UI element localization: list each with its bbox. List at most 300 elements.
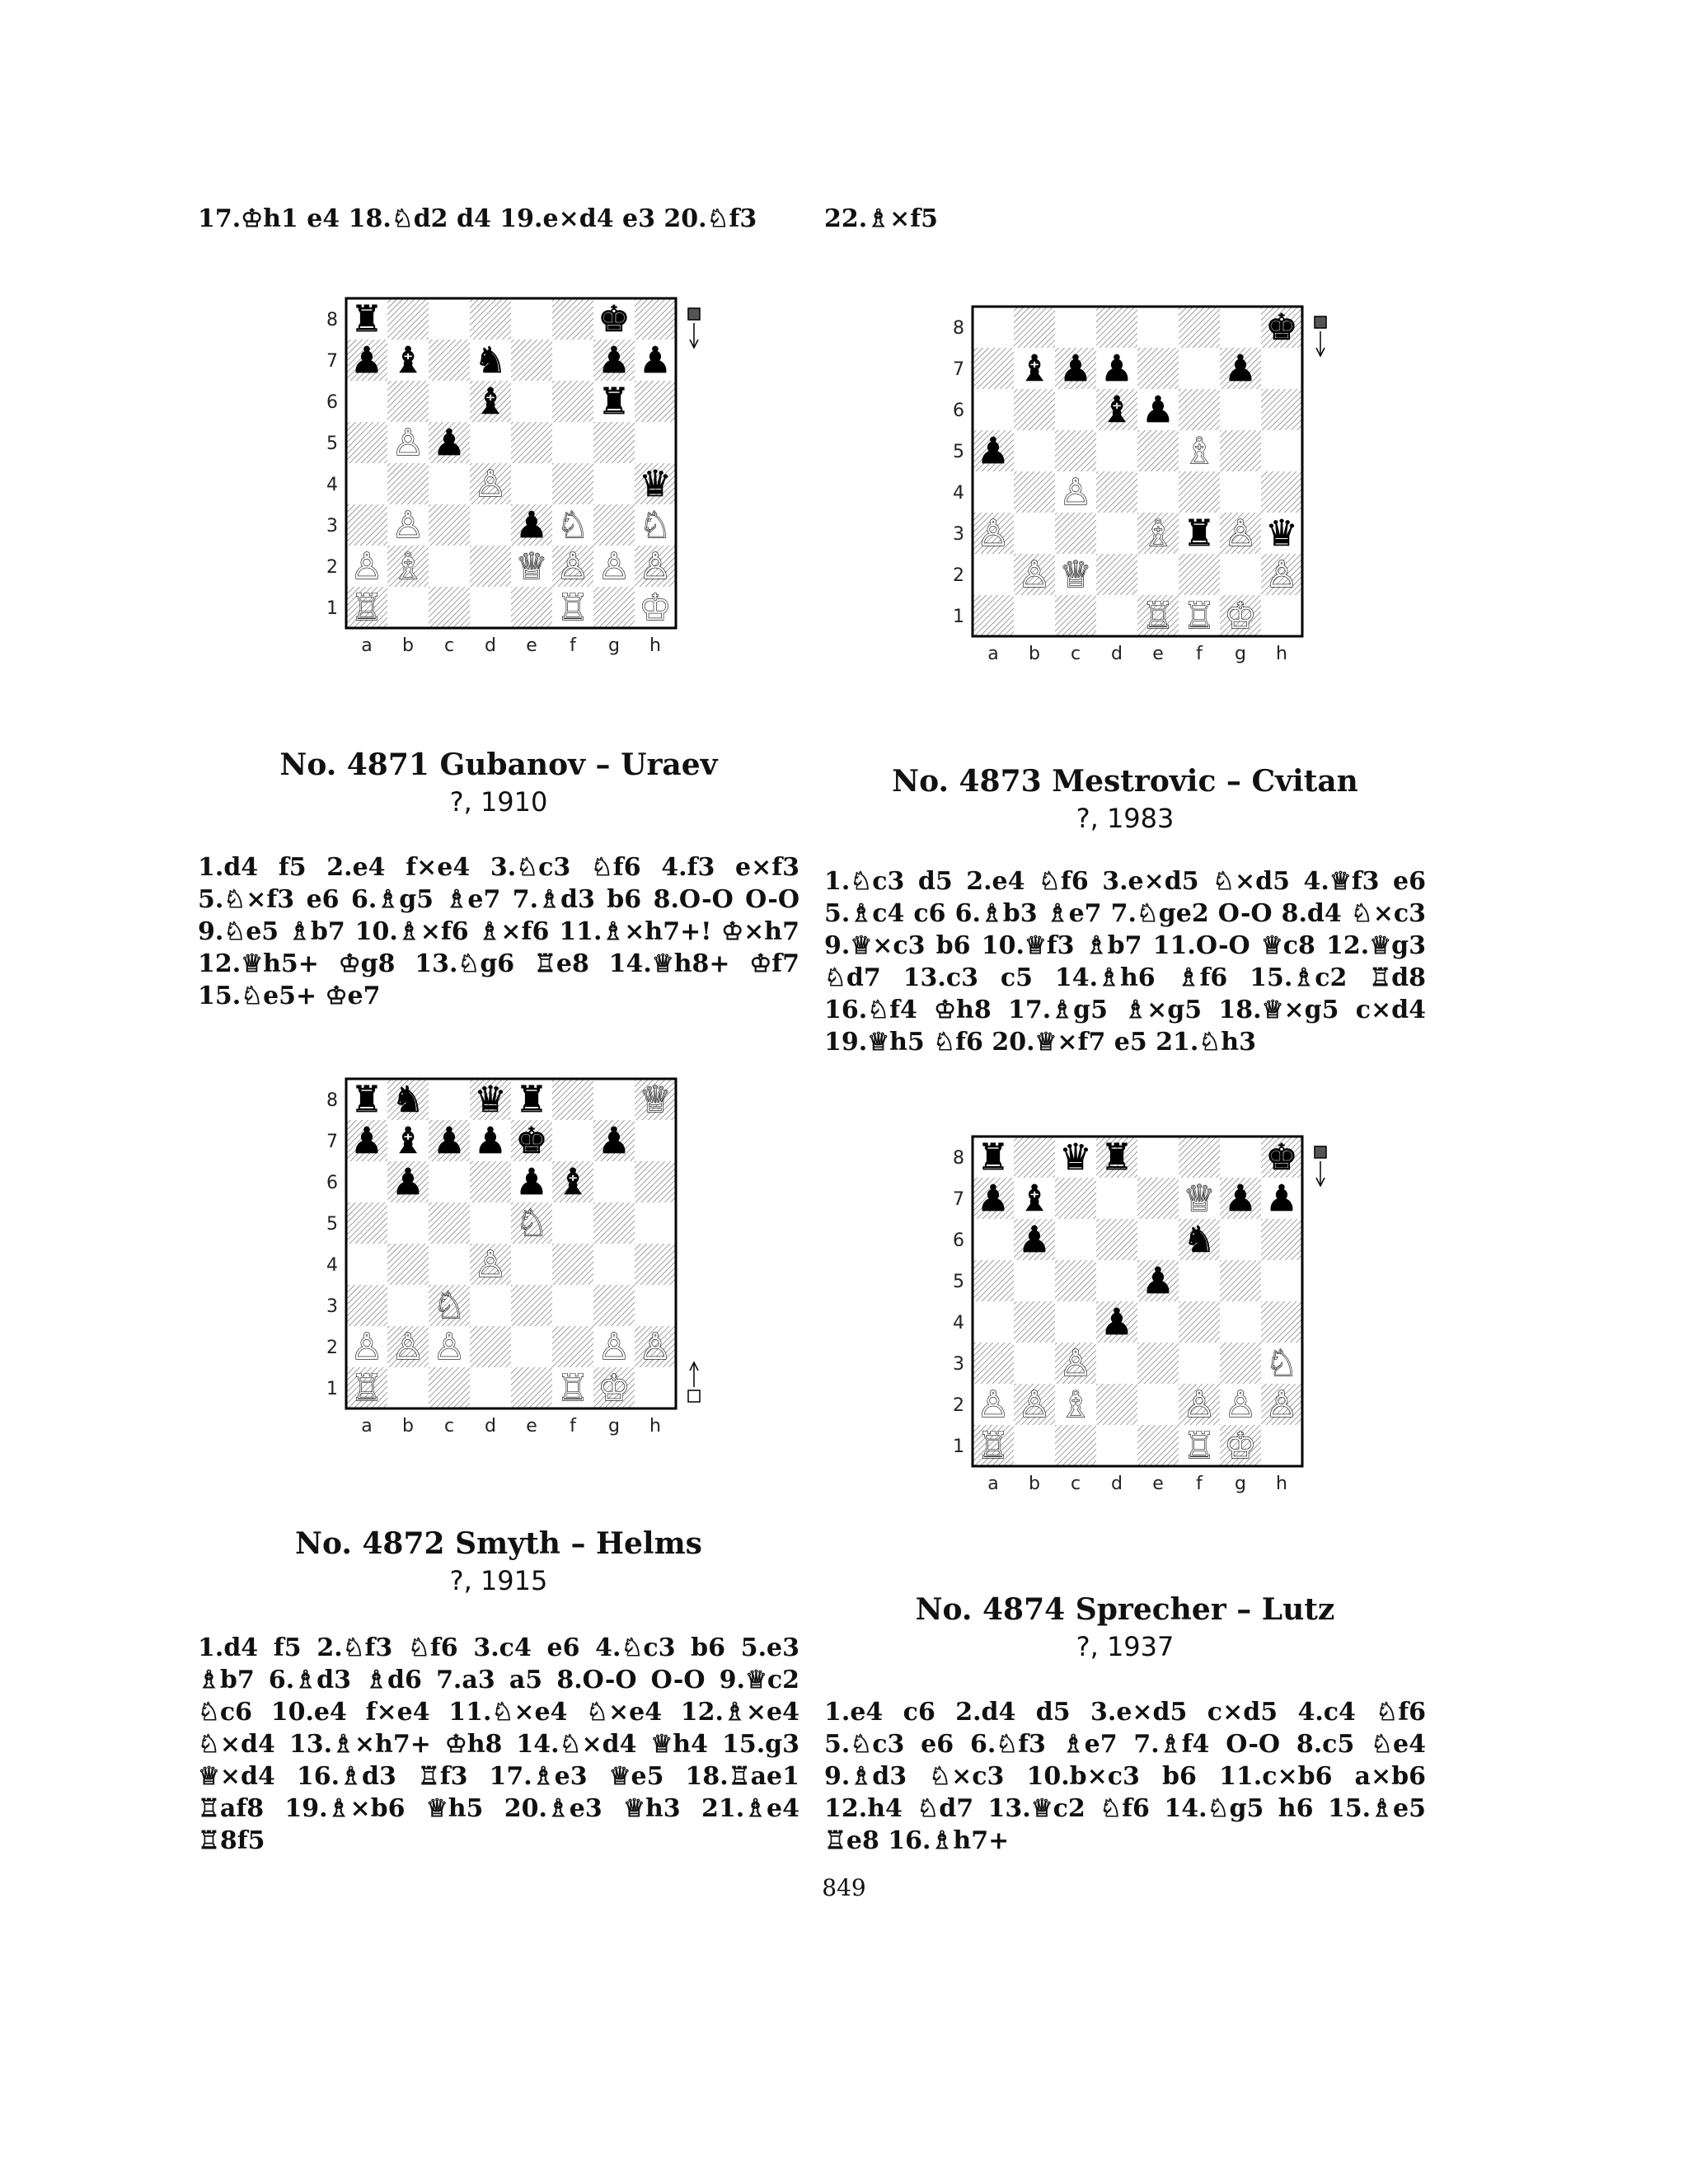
board-square (552, 340, 593, 381)
board-square (1096, 1384, 1137, 1425)
rank-label: 3 (953, 524, 964, 545)
board-square (1261, 1219, 1302, 1260)
board-square (973, 389, 1014, 430)
continuation-line-right: 22.♗×f5 (824, 204, 939, 233)
game-moves-4871: 1.d4 f5 2.e4 f×e4 3.♘c3 ♘f6 4.f3 e×f3 5.♘×f3 e6 6.♗g5 ♗e7 7.♗d3 b6 8.O-O O-O 9.♘e5 ♗b7 10.♗×f6 ♗×f6 11.♗×h7+! ♔×h7 12.♕h5+ ♔g8 13.♘g6 ♖e8 14.♕h8+ ♔f7 15.♘e5+ ♔e7 (198, 853, 799, 1010)
chess-piece: ♟ (433, 1120, 466, 1162)
board-square (470, 1161, 511, 1202)
board-square (1096, 1178, 1137, 1219)
board-square (1055, 307, 1096, 348)
board-square (511, 1244, 552, 1285)
black-to-move-icon (1315, 1146, 1326, 1186)
rank-label: 6 (953, 1230, 964, 1251)
board-square (635, 298, 676, 340)
chess-piece: ♔ (1224, 595, 1257, 637)
file-label: e (1152, 644, 1164, 664)
board-square (1055, 1425, 1096, 1466)
board-square (1096, 1425, 1137, 1466)
chess-piece: ♖ (556, 1367, 589, 1409)
chess-piece: ♟ (598, 1120, 631, 1162)
file-label: b (1029, 1474, 1040, 1494)
chess-piece: ♛ (639, 463, 672, 505)
file-label: c (443, 635, 455, 656)
game-heading-4871 (198, 746, 799, 820)
chess-piece: ♙ (350, 546, 383, 588)
board-square (552, 298, 593, 340)
rank-label: 1 (326, 1379, 338, 1399)
board-square (1261, 389, 1302, 430)
board-square (1014, 1425, 1055, 1466)
board-square (1179, 554, 1220, 595)
chess-piece: ♟ (515, 504, 548, 546)
chessboard-svg (313, 1076, 709, 1438)
chess-piece: ♟ (598, 340, 631, 382)
board-square (470, 504, 511, 546)
game-moves-4873: 1.♘c3 d5 2.e4 ♘f6 3.e×d5 ♘×d5 4.♕f3 e6 5.♗c4 c6 6.♗b3 ♗e7 7.♘ge2 O-O 8.d4 ♘×c3 9.♕×c3 b6 10.♕f3 ♗b7 11.O-O ♕c8 12.♕g3 ♘d7 13.c3 c5 14.♗h6 ♗f6 15.♗c2 ♖d8 16.♘f4 ♔h8 17.♗g5 ♗×g5 18.♕×g5 c×d4 19.♕h5 ♘f6 20.♕×f7 e5 21.♘h3 (824, 867, 1426, 1057)
white-to-move-icon (688, 1362, 700, 1402)
game-moves-4872: 1.d4 f5 2.♘f3 ♘f6 3.c4 e6 4.♘c3 b6 5.e3 ♗b7 6.♗d3 ♗d6 7.a3 a5 8.O-O O-O 9.♕c2 ♘c6 10.e4 f×e4 11.♘×e4 ♘×e4 12.♗×e4 ♘×d4 13.♗×h7+ ♔h8 14.♘×d4 ♕h4 15.g3 ♕×d4 16.♗d3 ♖f3 17.♗e3 ♕e5 18.♖ae1 ♖af8 19.♗×b6 ♕h5 20.♗e3 ♕h3 21.♗e4 ♖8f5 (198, 1633, 799, 1855)
board-square (973, 554, 1014, 595)
board-square (552, 1326, 593, 1367)
chess-piece: ♗ (1059, 1384, 1092, 1426)
chess-piece: ♖ (350, 1367, 383, 1409)
chess-piece: ♕ (639, 1079, 672, 1121)
board-square (593, 463, 635, 504)
file-label: a (987, 644, 999, 664)
chess-diagram-4872 (313, 1076, 709, 1438)
chess-piece: ♘ (639, 504, 672, 546)
board-square (387, 381, 429, 422)
board-square (1096, 1219, 1137, 1260)
board-square (511, 1367, 552, 1408)
board-square (1137, 348, 1179, 389)
chess-piece: ♔ (598, 1367, 631, 1409)
board-square (1261, 471, 1302, 513)
file-label: f (570, 635, 576, 656)
board-square (1179, 348, 1220, 389)
board-square (593, 1285, 635, 1326)
chess-piece: ♝ (1018, 348, 1051, 390)
chess-piece: ♙ (433, 1326, 466, 1368)
chess-piece: ♚ (1265, 1137, 1298, 1179)
board-square (1055, 389, 1096, 430)
board-square (1137, 1343, 1179, 1384)
chess-piece: ♟ (1142, 389, 1175, 431)
board-square (973, 1219, 1014, 1260)
chess-piece: ♝ (556, 1161, 589, 1203)
board-square (511, 298, 552, 340)
rank-label: 4 (953, 1313, 964, 1333)
file-label: g (608, 635, 620, 656)
file-label: g (1235, 644, 1246, 664)
chess-piece: ♟ (1142, 1260, 1175, 1302)
board-square (593, 422, 635, 463)
chess-piece: ♙ (1265, 554, 1298, 596)
chessboard-svg (313, 295, 709, 658)
game-title: No. 4874 Sprecher – Lutz (915, 1592, 1335, 1627)
board-square (1014, 389, 1055, 430)
board-square (1179, 389, 1220, 430)
board-square (346, 1285, 387, 1326)
chess-piece: ♟ (1018, 1219, 1051, 1261)
board-square (1137, 430, 1179, 471)
board-square (511, 381, 552, 422)
rank-label: 7 (953, 1189, 964, 1210)
chess-piece: ♘ (1265, 1343, 1298, 1385)
file-label: c (1070, 644, 1081, 664)
board-square (1055, 513, 1096, 554)
chess-piece: ♕ (1059, 554, 1092, 596)
board-square (1179, 1301, 1220, 1343)
board-square (346, 381, 387, 422)
board-square (1096, 430, 1137, 471)
board-square (1137, 1219, 1179, 1260)
board-square (635, 1367, 676, 1408)
game-title: No. 4872 Smyth – Helms (295, 1526, 702, 1561)
chess-piece: ♜ (1183, 513, 1216, 555)
chess-piece: ♙ (1018, 554, 1051, 596)
chess-piece: ♙ (1018, 1384, 1051, 1426)
chess-piece: ♙ (392, 1326, 424, 1368)
board-square (1096, 513, 1137, 554)
board-square (635, 422, 676, 463)
chess-piece: ♙ (350, 1326, 383, 1368)
board-square (552, 1285, 593, 1326)
file-label: d (485, 635, 496, 656)
board-square (635, 1285, 676, 1326)
board-square (429, 1202, 470, 1244)
rank-label: 6 (326, 1173, 338, 1193)
chess-piece: ♞ (1183, 1219, 1216, 1261)
board-square (387, 463, 429, 504)
rank-label: 4 (326, 1255, 338, 1276)
file-label: h (649, 635, 661, 656)
chessboard-svg (940, 303, 1335, 666)
game-source: ?, 1937 (1076, 1631, 1175, 1662)
chess-diagram-4874 (940, 1133, 1335, 1496)
file-label: e (526, 1416, 537, 1436)
board-square (593, 1079, 635, 1120)
board-square (511, 422, 552, 463)
rank-label: 5 (953, 1272, 964, 1292)
chess-piece: ♜ (350, 1079, 383, 1121)
file-label: f (1196, 1474, 1203, 1494)
black-to-move-icon (688, 308, 700, 348)
board-square (1261, 430, 1302, 471)
chess-piece: ♙ (392, 504, 424, 546)
rank-label: 1 (953, 607, 964, 627)
chess-piece: ♖ (556, 587, 589, 629)
board-square (1220, 1301, 1261, 1343)
rank-label: 3 (326, 516, 338, 537)
board-square (1261, 1260, 1302, 1301)
file-label: h (1276, 644, 1287, 664)
file-label: a (987, 1474, 999, 1494)
board-square (387, 587, 429, 628)
board-square (635, 1120, 676, 1161)
chess-piece: ♜ (350, 298, 383, 340)
board-square (1137, 1301, 1179, 1343)
file-label: h (649, 1416, 661, 1436)
chess-piece: ♝ (392, 1120, 424, 1162)
chess-piece: ♖ (350, 587, 383, 629)
chess-piece: ♙ (474, 1244, 507, 1286)
chess-piece: ♕ (1183, 1178, 1216, 1220)
rank-label: 1 (326, 598, 338, 619)
board-square (470, 1202, 511, 1244)
board-square (1179, 1137, 1220, 1178)
file-label: e (1152, 1474, 1164, 1494)
black-to-move-icon (1315, 316, 1326, 356)
board-square (973, 1260, 1014, 1301)
chess-piece: ♙ (977, 513, 1010, 555)
board-square (346, 1161, 387, 1202)
file-label: d (1111, 1474, 1123, 1494)
rank-label: 5 (953, 442, 964, 462)
chess-piece: ♙ (639, 546, 672, 588)
board-square (1137, 307, 1179, 348)
board-square (387, 1367, 429, 1408)
chess-piece: ♙ (392, 422, 424, 464)
board-square (1261, 348, 1302, 389)
board-square (1220, 554, 1261, 595)
board-square (511, 340, 552, 381)
game-title: No. 4871 Gubanov – Uraev (279, 748, 718, 782)
board-square (593, 587, 635, 628)
board-square (1179, 307, 1220, 348)
board-square (511, 1285, 552, 1326)
game-title: No. 4873 Mestrovic – Cvitan (892, 764, 1358, 799)
chess-piece: ♙ (1059, 1343, 1092, 1385)
board-square (1014, 307, 1055, 348)
game-source: ?, 1910 (449, 786, 548, 818)
board-square (429, 1367, 470, 1408)
board-square (1220, 389, 1261, 430)
board-square (552, 381, 593, 422)
board-square (1179, 471, 1220, 513)
rank-label: 8 (326, 310, 338, 330)
chess-piece: ♝ (1100, 389, 1133, 431)
board-square (1055, 1178, 1096, 1219)
chess-piece: ♟ (977, 430, 1010, 472)
board-square (1014, 513, 1055, 554)
board-square (429, 546, 470, 587)
board-square (973, 1301, 1014, 1343)
board-square (593, 1161, 635, 1202)
board-square (470, 1285, 511, 1326)
board-square (973, 348, 1014, 389)
chess-piece: ♘ (433, 1285, 466, 1327)
board-square (387, 1285, 429, 1326)
chess-piece: ♛ (1265, 513, 1298, 555)
chess-piece: ♙ (639, 1326, 672, 1368)
board-square (429, 381, 470, 422)
chess-piece: ♙ (598, 546, 631, 588)
board-square (387, 1202, 429, 1244)
rank-label: 8 (326, 1090, 338, 1111)
board-square (635, 1244, 676, 1285)
board-square (1137, 554, 1179, 595)
chess-piece: ♛ (474, 1079, 507, 1121)
chess-piece: ♟ (1224, 348, 1257, 390)
board-square (1220, 1219, 1261, 1260)
chess-piece: ♖ (1142, 595, 1175, 637)
board-square (346, 1244, 387, 1285)
file-label: g (608, 1416, 620, 1436)
board-square (973, 595, 1014, 636)
chess-diagram-4871 (313, 295, 709, 658)
chess-piece: ♗ (1183, 430, 1216, 472)
chess-piece: ♗ (392, 546, 424, 588)
rank-label: 4 (953, 483, 964, 504)
chess-piece: ♛ (1059, 1137, 1092, 1179)
file-label: f (1196, 644, 1203, 664)
board-square (1014, 430, 1055, 471)
chess-piece: ♟ (350, 340, 383, 382)
chess-piece: ♟ (474, 1120, 507, 1162)
chess-piece: ♘ (515, 1202, 548, 1244)
file-label: d (1111, 644, 1123, 664)
chess-piece: ♞ (392, 1079, 424, 1121)
file-label: h (1276, 1474, 1287, 1494)
rank-label: 4 (326, 475, 338, 495)
board-square (593, 1244, 635, 1285)
board-square (429, 340, 470, 381)
board-square (593, 1202, 635, 1244)
chess-piece: ♖ (1183, 1425, 1216, 1467)
board-square (1055, 1301, 1096, 1343)
board-square (635, 381, 676, 422)
board-square (1220, 1137, 1261, 1178)
chess-piece: ♚ (598, 298, 631, 340)
game-source: ?, 1983 (1076, 803, 1175, 834)
file-label: c (1070, 1474, 1081, 1494)
board-square (387, 298, 429, 340)
game-heading-4872 (198, 1525, 799, 1599)
chess-piece: ♙ (474, 463, 507, 505)
board-square (973, 471, 1014, 513)
rank-label: 5 (326, 1214, 338, 1235)
chess-piece: ♙ (1224, 1384, 1257, 1426)
board-square (1014, 1137, 1055, 1178)
board-square (552, 422, 593, 463)
board-square (387, 1244, 429, 1285)
board-square (1220, 307, 1261, 348)
board-square (346, 504, 387, 546)
board-square (1096, 471, 1137, 513)
chess-piece: ♗ (1142, 513, 1175, 555)
board-square (429, 587, 470, 628)
file-label: d (485, 1416, 496, 1436)
rank-label: 3 (953, 1354, 964, 1375)
board-square (1055, 1219, 1096, 1260)
file-label: b (402, 1416, 414, 1436)
chess-piece: ♟ (1265, 1178, 1298, 1220)
rank-label: 6 (953, 401, 964, 421)
board-square (1137, 1178, 1179, 1219)
page-number: 849 (822, 1874, 866, 1901)
chess-piece: ♖ (977, 1425, 1010, 1467)
board-square (429, 1161, 470, 1202)
board-square (1179, 1343, 1220, 1384)
board-square (470, 298, 511, 340)
board-square (1220, 1260, 1261, 1301)
chess-piece: ♙ (598, 1326, 631, 1368)
chess-piece: ♜ (977, 1137, 1010, 1179)
file-label: b (402, 635, 414, 656)
chess-piece: ♚ (1265, 307, 1298, 349)
chess-piece: ♙ (977, 1384, 1010, 1426)
rank-label: 8 (953, 318, 964, 339)
board-square (552, 1202, 593, 1244)
game-source: ?, 1915 (449, 1565, 548, 1596)
chess-piece: ♟ (1224, 1178, 1257, 1220)
chess-piece: ♟ (515, 1161, 548, 1203)
board-square (470, 1326, 511, 1367)
board-square (470, 546, 511, 587)
board-square (429, 463, 470, 504)
chess-piece: ♜ (515, 1079, 548, 1121)
rank-label: 2 (326, 1338, 338, 1358)
rank-label: 1 (953, 1436, 964, 1457)
chess-piece: ♟ (392, 1161, 424, 1203)
file-label: g (1235, 1474, 1246, 1494)
board-square (973, 1343, 1014, 1384)
chess-piece: ♟ (433, 422, 466, 464)
board-square (1055, 430, 1096, 471)
file-label: e (526, 635, 537, 656)
rank-label: 7 (953, 359, 964, 380)
board-square (470, 422, 511, 463)
board-square (346, 463, 387, 504)
rank-label: 7 (326, 1132, 338, 1152)
chess-piece: ♕ (515, 546, 548, 588)
board-square (552, 1244, 593, 1285)
chess-piece: ♙ (556, 546, 589, 588)
board-square (1096, 307, 1137, 348)
file-label: f (570, 1416, 576, 1436)
rank-label: 5 (326, 434, 338, 454)
board-square (1096, 595, 1137, 636)
board-square (511, 587, 552, 628)
board-square (346, 1202, 387, 1244)
chess-piece: ♝ (1018, 1178, 1051, 1220)
board-square (1014, 471, 1055, 513)
chess-piece: ♔ (1224, 1425, 1257, 1467)
board-square (1014, 1343, 1055, 1384)
board-square (1137, 1384, 1179, 1425)
board-square (1055, 595, 1096, 636)
board-square (346, 422, 387, 463)
board-square (1096, 1260, 1137, 1301)
board-square (470, 1367, 511, 1408)
game-heading-4874 (824, 1591, 1426, 1665)
rank-label: 8 (953, 1148, 964, 1169)
board-square (1137, 471, 1179, 513)
board-square (1137, 1425, 1179, 1466)
chess-piece: ♟ (639, 340, 672, 382)
chess-piece: ♟ (350, 1120, 383, 1162)
chess-piece: ♔ (639, 587, 672, 629)
board-square (429, 1244, 470, 1285)
game-moves-4874: 1.e4 c6 2.d4 d5 3.e×d5 c×d5 4.c4 ♘f6 5.♘c3 e6 6.♘f3 ♗e7 7.♗f4 O-O 8.c5 ♘e4 9.♗d3 ♘×c3 10.b×c3 b6 11.c×b6 a×b6 12.h4 ♘d7 13.♕c2 ♘f6 14.♘g5 h6 15.♗e5 ♖e8 16.♗h7+ (824, 1698, 1426, 1855)
rank-label: 6 (326, 392, 338, 413)
board-square (593, 504, 635, 546)
board-square (1261, 595, 1302, 636)
chess-piece: ♖ (1183, 595, 1216, 637)
chess-piece: ♙ (1059, 471, 1092, 513)
board-square (1096, 554, 1137, 595)
